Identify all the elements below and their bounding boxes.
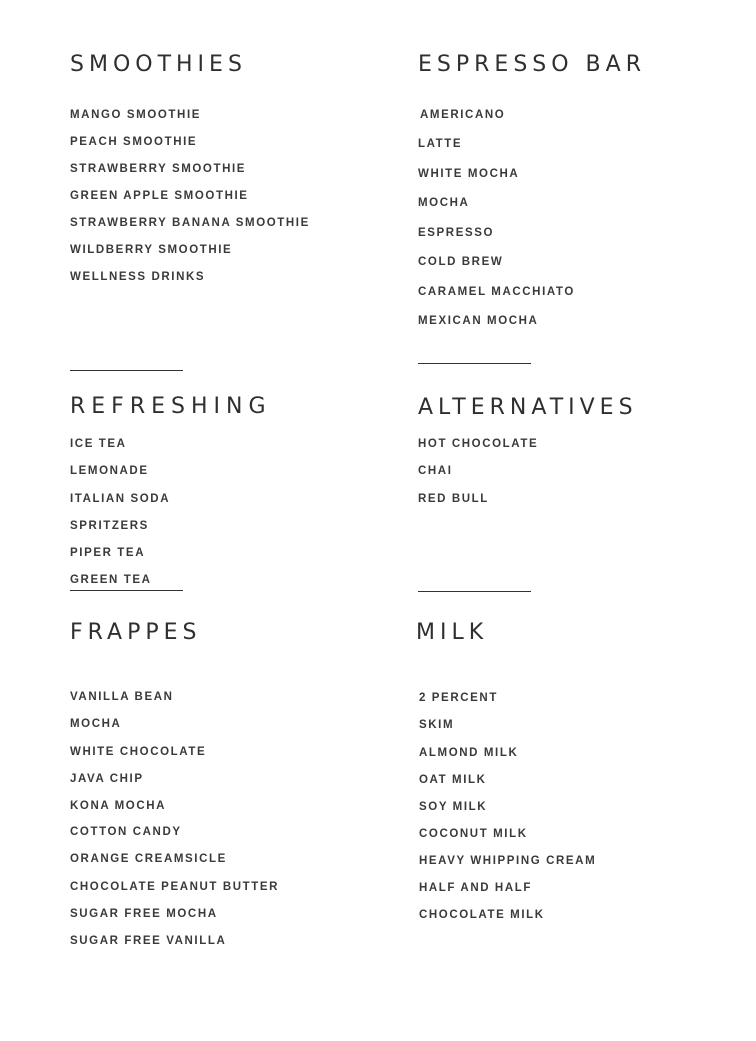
section-title: REFRESHING (70, 394, 272, 419)
menu-item: ORANGE CREAMSICLE (70, 853, 227, 865)
menu-item: CHOCOLATE MILK (419, 909, 545, 921)
menu-item: PEACH SMOOTHIE (70, 136, 198, 148)
menu-item: GREEN TEA (70, 574, 152, 586)
menu-item: ITALIAN SODA (70, 493, 171, 505)
section-title: FRAPPES (70, 620, 202, 645)
menu-item: RED BULL (418, 493, 489, 505)
menu-item: MOCHA (70, 718, 122, 730)
menu-item: WHITE MOCHA (418, 168, 520, 180)
section-title: ALTERNATIVES (418, 395, 638, 420)
menu-item: PIPER TEA (70, 547, 146, 559)
menu-item: LATTE (418, 138, 463, 150)
menu-item: HALF AND HALF (419, 882, 532, 894)
section-title: ESPRESSO BAR (418, 52, 646, 77)
menu-item: COCONUT MILK (419, 828, 528, 840)
menu-item: GREEN APPLE SMOOTHIE (70, 190, 249, 202)
menu-item: 2 PERCENT (419, 692, 498, 704)
divider (70, 370, 183, 371)
menu-item: COLD BREW (418, 256, 504, 268)
menu-item: SPRITZERS (70, 520, 149, 532)
menu-item: SUGAR FREE MOCHA (70, 908, 218, 920)
section-title: MILK (416, 620, 489, 645)
menu-item: ALMOND MILK (419, 747, 519, 759)
divider (418, 363, 531, 364)
divider (70, 590, 183, 591)
menu-item: CARAMEL MACCHIATO (418, 286, 575, 298)
menu-item: HEAVY WHIPPING CREAM (419, 855, 597, 867)
menu-item: KONA MOCHA (70, 800, 167, 812)
section-title: SMOOTHIES (70, 52, 247, 77)
menu-item: WHITE CHOCOLATE (70, 746, 207, 758)
menu-item: HOT CHOCOLATE (418, 438, 539, 450)
menu-item: ESPRESSO (418, 227, 495, 239)
menu-item: AMERICANO (420, 109, 506, 121)
menu-item: MANGO SMOOTHIE (70, 109, 202, 121)
menu-item: COTTON CANDY (70, 826, 182, 838)
divider (418, 591, 531, 592)
menu-item: SOY MILK (419, 801, 488, 813)
menu-item: WILDBERRY SMOOTHIE (70, 244, 233, 256)
menu-item: VANILLA BEAN (70, 691, 174, 703)
menu-item: MOCHA (418, 197, 470, 209)
menu-item: OAT MILK (419, 774, 487, 786)
menu-item: SKIM (419, 719, 455, 731)
menu-item: LEMONADE (70, 465, 149, 477)
menu-item: CHOCOLATE PEANUT BUTTER (70, 881, 280, 893)
menu-item: CHAI (418, 465, 453, 477)
menu-item: JAVA CHIP (70, 773, 144, 785)
menu-item: MEXICAN MOCHA (418, 315, 539, 327)
menu-item: STRAWBERRY BANANA SMOOTHIE (70, 217, 310, 229)
menu-item: ICE TEA (70, 438, 127, 450)
menu-item: SUGAR FREE VANILLA (70, 935, 227, 947)
menu-item: STRAWBERRY SMOOTHIE (70, 163, 247, 175)
menu-item: WELLNESS DRINKS (70, 271, 206, 283)
